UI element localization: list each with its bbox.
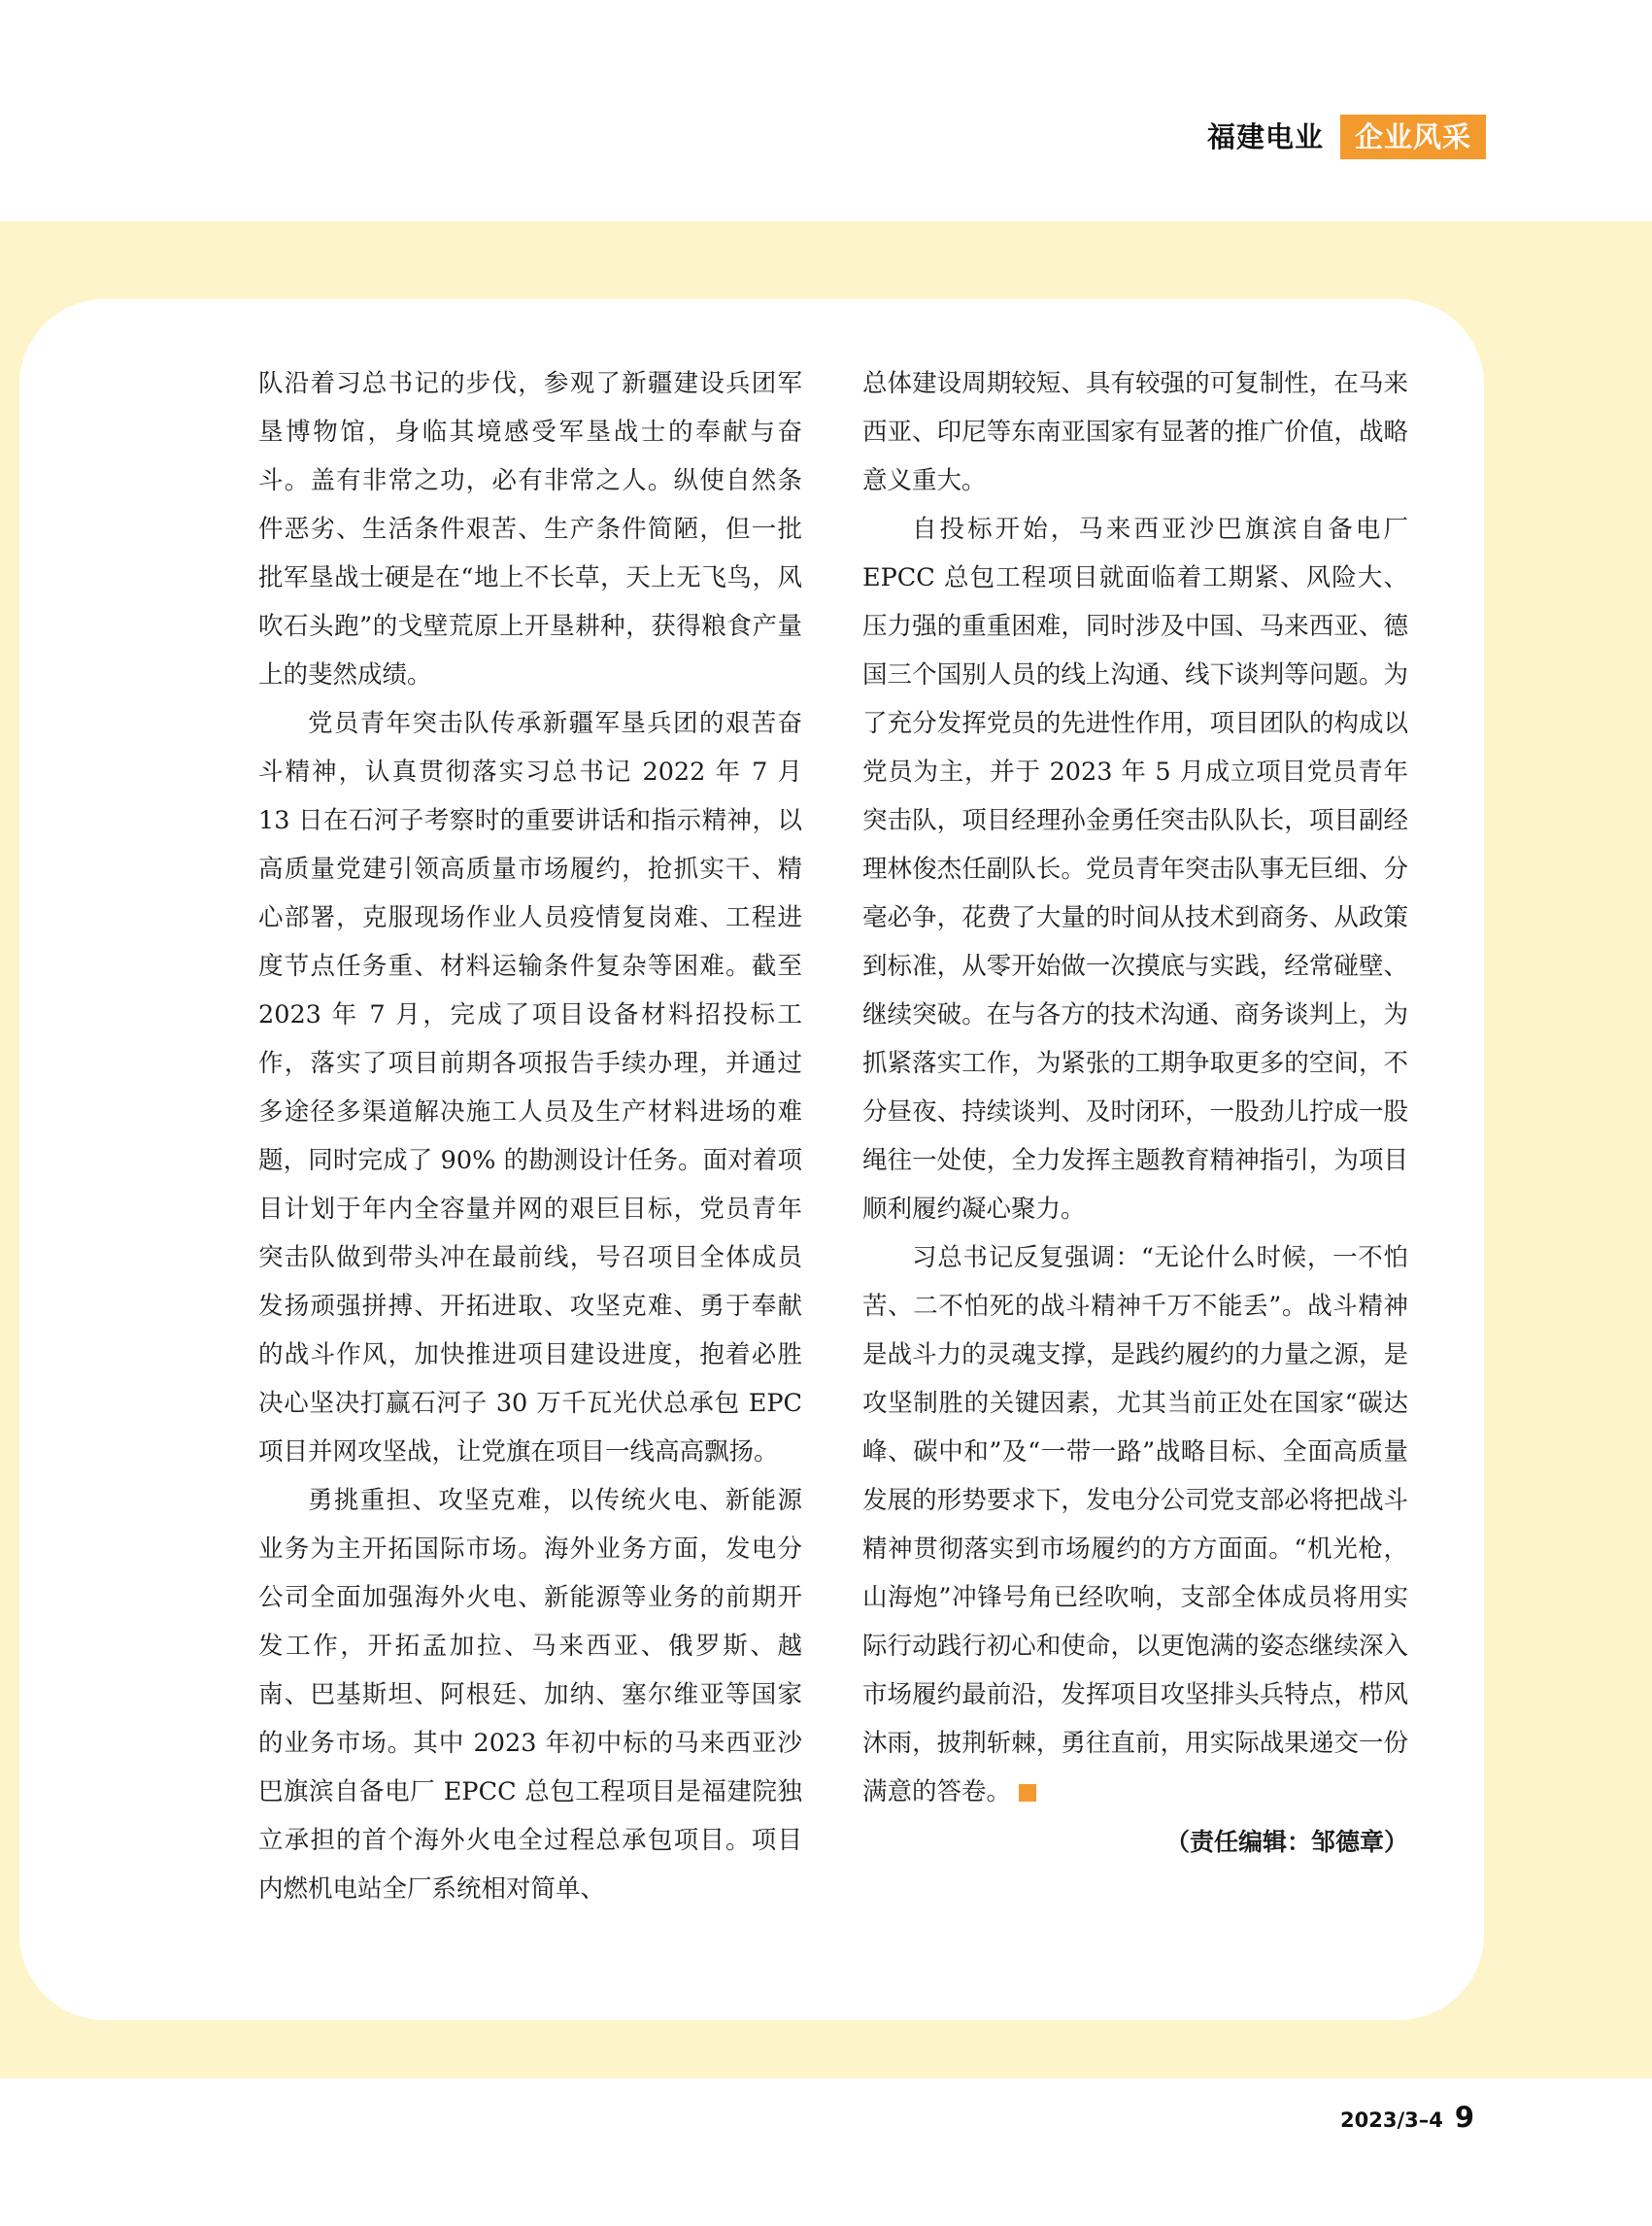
editor-credit: （责任编辑：邹德章） [1164,1828,1408,1856]
right-paragraph-3 [862,1233,1408,1816]
left-paragraph-2: 党员青年突击队传承新疆军垦兵团的艰苦奋斗精神，认真贯彻落实习总书记 2022 年 7 月 13 日在石河子考察时的重要讲话和指示精神，以高质量党建引领高质量市场履约，抢抓实干、精心部署，克服现场作业人员疫情复岗难、工程进度节点任务重、材料运输条件复杂等困难。截至 2023 年 7 月，完成了项目设备材料招投标工作，落实了项目前期各项报告手续办理，并通过多途径多渠道解决施工人员及生产材料进场的难题，同时完成了 90% 的勘测设计任务。面对着项目计划于年内全容量并网的艰巨目标，党员青年突击队做到带头冲在最前线，号召项目全体成员发扬顽强拼搏、开拓进取、攻坚克难、勇于奉献的战斗作风，加快推进项目建设进度，抱着必胜决心坚决打赢石河子 30 万千瓦光伏总承包 EPC 项目并网攻坚战，让党旗在项目一线高高飘扬。 [258,709,802,1467]
right-paragraph-1: 总体建设周期较短、具有较强的可复制性，在马来西亚、印尼等东南亚国家有显著的推广价值，战略意义重大。 [862,369,1408,495]
page-footer [1340,2101,1486,2134]
magazine-title: 福建电业 [1207,120,1325,153]
section-badge: 企业风采 [1340,115,1486,159]
end-mark-icon [1019,1784,1036,1802]
left-paragraph-3: 勇挑重担、攻坚克难，以传统火电、新能源业务为主开拓国际市场。海外业务方面，发电分公司全面加强海外火电、新能源等业务的前期开发工作，开拓孟加拉、马来西亚、俄罗斯、越南、巴基斯坦、阿根廷、加纳、塞尔维亚等国家的业务市场。其中 2023 年初中标的马来西亚沙巴旗滨自备电厂 EPCC 总包工程项目是福建院独立承担的首个海外火电全过程总承包项目。项目内燃机电站全厂系统相对简单、 [258,1486,802,1904]
right-paragraph-3-text: 习总书记反复强调：“无论什么时候，一不怕苦、二不怕死的战斗精神千万不能丢”。战斗精神是战斗力的灵魂支撑，是践约履约的力量之源，是攻坚制胜的关键因素，尤其当前正处在国家“碳达峰、碳中和”及“一带一路”战略目标、全面高质量发展的形势要求下，发电分公司党支部必将把战斗精神贯彻落实到市场履约的方方面面。“机光枪，山海炮”冲锋号角已经吹响，支部全体成员将用实际行动践行初心和使命，以更饱满的姿态继续深入市场履约最前沿，发挥项目攻坚排头兵特点，栉风沐雨，披荆斩棘，勇往直前，用实际战果递交一份满意的答卷。 [862,1243,1408,1806]
issue-number: 2023/3–4 [1340,2108,1443,2132]
right-column [862,359,1408,1867]
left-column [258,359,802,1913]
right-paragraph-2: 自投标开始，马来西亚沙巴旗滨自备电厂 EPCC 总包工程项目就面临着工期紧、风险大、压力强的重重困难，同时涉及中国、马来西亚、德国三个国别人员的线上沟通、线下谈判等问题。为了充分发挥党员的先进性作用，项目团队的构成以党员为主，并于 2023 年 5 月成立项目党员青年突击队，项目经理孙金勇任突击队队长，项目副经理林俊杰任副队长。党员青年突击队事无巨细、分毫必争，花费了大量的时间从技术到商务、从政策到标准，从零开始做一次摸底与实践，经常碰壁、继续突破。在与各方的技术沟通、商务谈判上，为抓紧落实工作，为紧张的工期争取更多的空间，不分昼夜、持续谈判、及时闭环，一股劲儿拧成一股绳往一处使，全力发挥主题教育精神指引，为项目顺利履约凝心聚力。 [862,515,1408,1224]
page-number: 9 [1454,2101,1475,2134]
left-paragraph-1: 队沿着习总书记的步伐，参观了新疆建设兵团军垦博物馆，身临其境感受军垦战士的奉献与奋斗。盖有非常之功，必有非常之人。纵使自然条件恶劣、生活条件艰苦、生产条件简陋，但一批批军垦战士硬是在“地上不长草，天上无飞鸟，风吹石头跑”的戈壁荒原上开垦耕种，获得粮食产量上的斐然成绩。 [258,369,802,690]
